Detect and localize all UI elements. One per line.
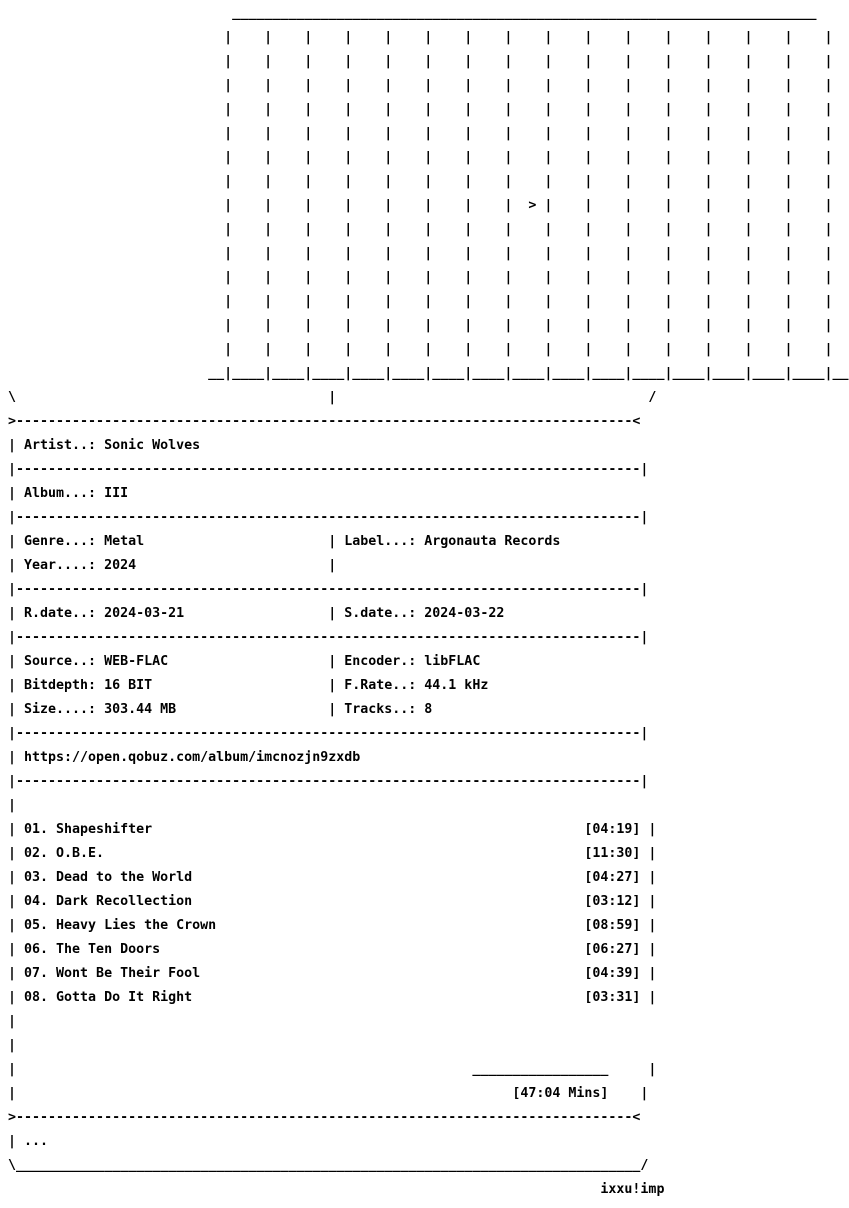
ascii-art-line: | | | | | | | | | | | | | | | |	[8, 30, 833, 45]
track-row: | 01. Shapeshifter [04:19] |	[8, 822, 657, 837]
blank-line: |	[8, 1038, 17, 1053]
ascii-art-line: | | | | | | | | | | | | | | | |	[8, 78, 833, 93]
track-row: | 03. Dead to the World [04:27] |	[8, 870, 657, 885]
track-row: | 07. Wont Be Their Fool [04:39] |	[8, 966, 657, 981]
track-row: | 04. Dark Recollection [03:12] |	[8, 894, 657, 909]
artist-line: | Artist..: Sonic Wolves	[8, 438, 201, 453]
ascii-art-line: | | | | | | | | > | | | | | | | |	[8, 198, 833, 213]
ascii-art-line: | | | | | | | | | | | | | | | |	[8, 126, 833, 141]
blank-line: |	[8, 1014, 17, 1029]
signature-line: ixxu!imp	[8, 1182, 665, 1197]
nfo-text-sheet	[8, 8, 849, 1208]
album-url-line: | https://open.qobuz.com/album/imcnozjn9zxdb	[8, 750, 361, 765]
notes-line: | ...	[8, 1134, 49, 1149]
box-divider: |------------------------------------------------------------------------------|	[8, 774, 649, 789]
dates-line: | R.date..: 2024-03-21 | S.date..: 2024-03-22	[8, 606, 505, 621]
blank-line: |	[8, 798, 17, 813]
box-divider: |------------------------------------------------------------------------------|	[8, 726, 649, 741]
album-line: | Album...: III	[8, 486, 129, 501]
ascii-art-line: | | | | | | | | | | | | | | | |	[8, 102, 833, 117]
box-bottom-border: \______________________________________________________________________________/	[8, 1158, 649, 1173]
box-divider: |------------------------------------------------------------------------------|	[8, 510, 649, 525]
ascii-art-line: | | | | | | | | | | | | | | | |	[8, 270, 833, 285]
box-divider: >-----------------------------------------------------------------------------<	[8, 1110, 641, 1125]
bitdepth-rate-line: | Bitdepth: 16 BIT | F.Rate..: 44.1 kHz	[8, 678, 489, 693]
source-encoder-line: | Source..: WEB-FLAC | Encoder.: libFLAC	[8, 654, 481, 669]
total-rule: | _________________ |	[8, 1062, 657, 1077]
ascii-art-line: | | | | | | | | | | | | | | | |	[8, 174, 833, 189]
year-line: | Year....: 2024 |	[8, 558, 337, 573]
ascii-art-line: | | | | | | | | | | | | | | | |	[8, 342, 833, 357]
ascii-art-line: | | | | | | | | | | | | | | | |	[8, 294, 833, 309]
track-row: | 02. O.B.E. [11:30] |	[8, 846, 657, 861]
ascii-art-line: | | | | | | | | | | | | | | | |	[8, 246, 833, 261]
size-tracks-line: | Size....: 303.44 MB | Tracks..: 8	[8, 702, 433, 717]
ascii-art-line: | | | | | | | | | | | | | | | |	[8, 222, 833, 237]
box-divider: |------------------------------------------------------------------------------|	[8, 462, 649, 477]
track-row: | 08. Gotta Do It Right [03:31] |	[8, 990, 657, 1005]
box-divider: >-----------------------------------------------------------------------------<	[8, 414, 641, 429]
track-row: | 05. Heavy Lies the Crown [08:59] |	[8, 918, 657, 933]
ascii-art-line: | | | | | | | | | | | | | | | |	[8, 318, 833, 333]
box-top-border: \ | /	[8, 390, 657, 405]
track-row: | 06. The Ten Doors [06:27] |	[8, 942, 657, 957]
ascii-art-line: | | | | | | | | | | | | | | | |	[8, 150, 833, 165]
genre-label-line: | Genre...: Metal | Label...: Argonauta Records	[8, 534, 561, 549]
ascii-art-line: _________________________________________________________________________	[8, 6, 817, 21]
box-divider: |------------------------------------------------------------------------------|	[8, 630, 649, 645]
ascii-art-line: __|____|____|____|____|____|____|____|____|____|____|____|____|____|____|____|__	[8, 366, 849, 381]
ascii-art-line: | | | | | | | | | | | | | | | |	[8, 54, 833, 69]
box-divider: |------------------------------------------------------------------------------|	[8, 582, 649, 597]
total-duration-line: | [47:04 Mins] |	[8, 1086, 649, 1101]
